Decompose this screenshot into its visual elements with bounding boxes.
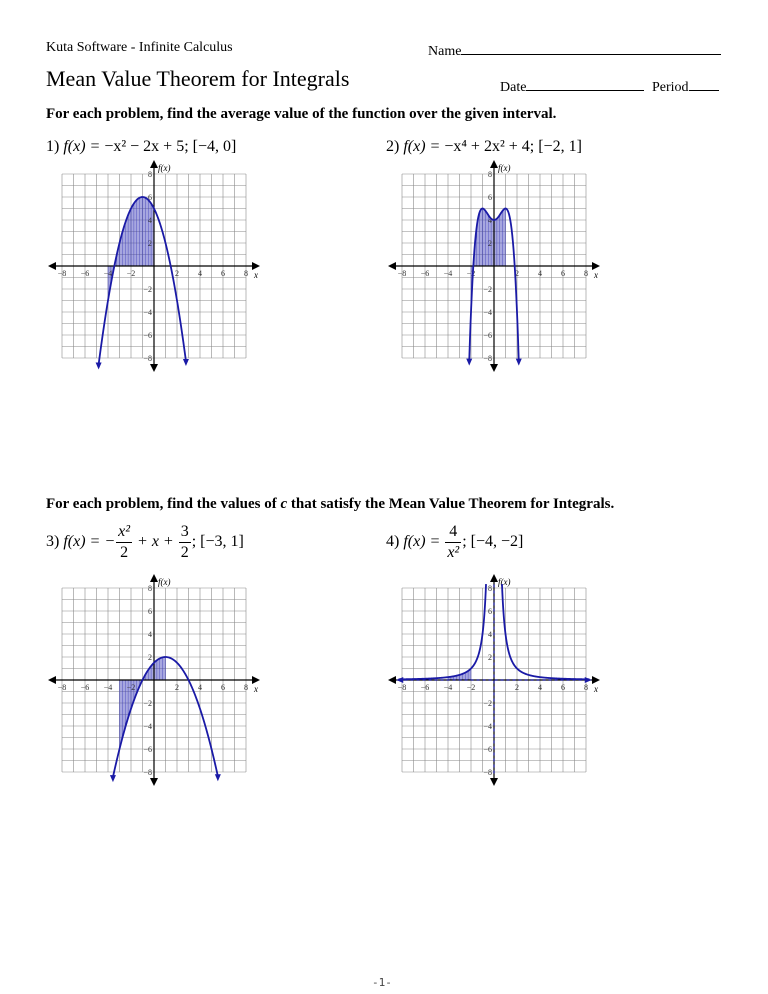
y-tick-label: −6 [483, 745, 492, 754]
axis-arrow [490, 778, 498, 786]
name-field[interactable] [428, 40, 721, 60]
problem-2 [386, 138, 582, 156]
y-tick-label: −4 [483, 308, 492, 317]
axis-arrow [490, 364, 498, 372]
problem-interval: [−2, 1] [538, 138, 582, 155]
x-tick-label: −6 [80, 683, 90, 692]
x-tick-label: −8 [57, 269, 67, 278]
y-axis-label: f(x) [498, 163, 511, 173]
y-tick-label: −2 [143, 699, 152, 708]
y-tick-label: −2 [483, 285, 492, 294]
y-axis-label: f(x) [498, 577, 511, 587]
axis-arrow [388, 262, 396, 270]
period-label: Period [652, 80, 689, 95]
graph-problem-2 [378, 160, 602, 374]
y-tick-label: 2 [488, 653, 492, 662]
y-tick-label: −8 [143, 768, 152, 777]
x-tick-label: −2 [126, 269, 136, 278]
y-tick-label: 8 [488, 170, 492, 179]
x-tick-label: −2 [466, 683, 476, 692]
x-axis-label: x [594, 270, 598, 280]
problem-lhs: f(x) = [63, 138, 105, 155]
y-tick-label: 6 [488, 193, 492, 202]
y-tick-label: −4 [143, 722, 152, 731]
x-tick-label: 2 [515, 269, 519, 278]
section-1-instruction: For each problem, find the average value of the function over the given interval. [46, 106, 557, 122]
fraction [116, 524, 132, 561]
problem-number: 4) [386, 533, 400, 551]
x-axis-label: x [594, 684, 598, 694]
problem-expression: −x⁴ + 2x² + 4; [444, 138, 539, 155]
y-tick-label: 4 [148, 630, 152, 639]
x-tick-label: 4 [538, 269, 542, 278]
x-tick-label: 6 [221, 683, 225, 692]
y-tick-label: −8 [483, 354, 492, 363]
problem-lhs: f(x) = [403, 533, 445, 551]
x-tick-label: 4 [198, 683, 202, 692]
axis-arrow [252, 676, 260, 684]
publisher-label: Kuta Software - Infinite Calculus [46, 40, 233, 55]
curve-arrow [96, 363, 102, 370]
axis-arrow [48, 676, 56, 684]
y-tick-label: −6 [483, 331, 492, 340]
axis-arrow [150, 364, 158, 372]
problem-tail: ; [−4, −2] [462, 533, 524, 551]
graph-problem-4 [378, 574, 602, 788]
x-tick-label: 2 [175, 269, 179, 278]
x-tick-label: −2 [466, 269, 476, 278]
problem-lhs: f(x) = − [63, 533, 116, 551]
curve-arrow [585, 677, 592, 683]
axis-arrow [252, 262, 260, 270]
problem-number: 3) [46, 533, 60, 551]
y-tick-label: −4 [483, 722, 492, 731]
x-tick-label: 2 [515, 683, 519, 692]
x-tick-label: −6 [80, 269, 90, 278]
y-tick-label: 6 [148, 607, 152, 616]
y-tick-label: 8 [488, 584, 492, 593]
x-tick-label: 8 [244, 683, 248, 692]
x-tick-label: 6 [561, 269, 565, 278]
problem-3 [46, 524, 244, 561]
problem-middle: + x + [133, 533, 178, 551]
problem-expression: −x² − 2x + 5; [104, 138, 193, 155]
x-tick-label: −8 [57, 683, 67, 692]
graph-problem-1 [38, 160, 262, 374]
problem-tail: ; [−3, 1] [191, 533, 244, 551]
y-tick-label: 8 [148, 170, 152, 179]
axis-arrow [150, 778, 158, 786]
x-tick-label: −4 [443, 269, 453, 278]
section-2-instruction [46, 496, 614, 513]
axis-arrow [388, 676, 396, 684]
x-tick-label: 6 [221, 269, 225, 278]
fraction-numerator: 3 [179, 524, 191, 543]
x-axis-label: x [254, 684, 258, 694]
x-tick-label: −6 [420, 683, 430, 692]
y-tick-label: −2 [483, 699, 492, 708]
name-line[interactable] [461, 40, 721, 55]
y-axis-label: f(x) [158, 163, 171, 173]
curve-arrow [516, 359, 522, 366]
y-tick-label: 4 [488, 630, 492, 639]
y-tick-label: −6 [143, 331, 152, 340]
y-tick-label: 2 [148, 653, 152, 662]
x-tick-label: −4 [443, 683, 453, 692]
instruction-variable: c [280, 496, 288, 512]
y-tick-label: −8 [143, 354, 152, 363]
function-curve [502, 584, 589, 679]
y-tick-label: 4 [148, 216, 152, 225]
fraction-numerator: x² [116, 524, 132, 543]
axis-arrow [592, 676, 600, 684]
y-tick-label: 8 [148, 584, 152, 593]
fraction [445, 524, 461, 561]
x-tick-label: −4 [103, 269, 113, 278]
y-tick-label: 2 [488, 239, 492, 248]
page-number: -1- [372, 976, 392, 989]
problem-number: 2) [386, 138, 400, 155]
date-line[interactable] [526, 76, 644, 91]
x-tick-label: −8 [397, 269, 407, 278]
x-tick-label: 8 [244, 269, 248, 278]
date-label: Date [500, 80, 527, 95]
problem-interval: [−4, 0] [192, 138, 237, 155]
y-tick-label: 6 [148, 193, 152, 202]
y-tick-label: 2 [148, 239, 152, 248]
date-field[interactable] [500, 76, 644, 96]
x-tick-label: −4 [103, 683, 113, 692]
curve-arrow [183, 359, 189, 366]
problem-1 [46, 138, 236, 156]
fraction-denominator: x² [447, 544, 460, 561]
instruction-text-end: that satisfy the Mean Value Theorem for Integrals. [287, 496, 615, 512]
y-tick-label: 6 [488, 607, 492, 616]
graph-problem-3 [38, 574, 262, 788]
y-tick-label: −2 [143, 285, 152, 294]
period-field[interactable] [652, 76, 719, 96]
y-tick-label: −8 [483, 768, 492, 777]
fraction-numerator: 4 [445, 524, 461, 543]
axis-arrow [150, 574, 158, 582]
axis-arrow [48, 262, 56, 270]
y-tick-label: −4 [143, 308, 152, 317]
x-tick-label: −2 [126, 683, 136, 692]
curve-arrow [110, 775, 116, 782]
x-tick-label: 6 [561, 683, 565, 692]
problem-lhs: f(x) = [403, 138, 445, 155]
x-tick-label: 8 [584, 683, 588, 692]
x-tick-label: 4 [198, 269, 202, 278]
axis-arrow [592, 262, 600, 270]
fraction-denominator: 2 [120, 544, 129, 561]
x-tick-label: 2 [175, 683, 179, 692]
x-tick-label: 4 [538, 683, 542, 692]
curve-arrow [215, 774, 221, 781]
y-tick-label: 4 [488, 216, 492, 225]
page-title: Mean Value Theorem for Integrals [46, 66, 350, 91]
fraction [179, 524, 191, 561]
x-tick-label: 8 [584, 269, 588, 278]
x-tick-label: −8 [397, 683, 407, 692]
fraction-denominator: 2 [180, 544, 189, 561]
name-label: Name [428, 44, 462, 59]
period-line[interactable] [689, 76, 719, 91]
problem-number: 1) [46, 138, 60, 155]
curve-arrow [466, 359, 472, 366]
y-tick-label: −6 [143, 745, 152, 754]
x-axis-label: x [254, 270, 258, 280]
function-curve [399, 584, 486, 679]
instruction-text: For each problem, find the values of [46, 496, 281, 512]
problem-4 [386, 524, 523, 561]
axis-arrow [150, 160, 158, 168]
axis-arrow [490, 160, 498, 168]
x-tick-label: −6 [420, 269, 430, 278]
axis-arrow [490, 574, 498, 582]
y-axis-label: f(x) [158, 577, 171, 587]
